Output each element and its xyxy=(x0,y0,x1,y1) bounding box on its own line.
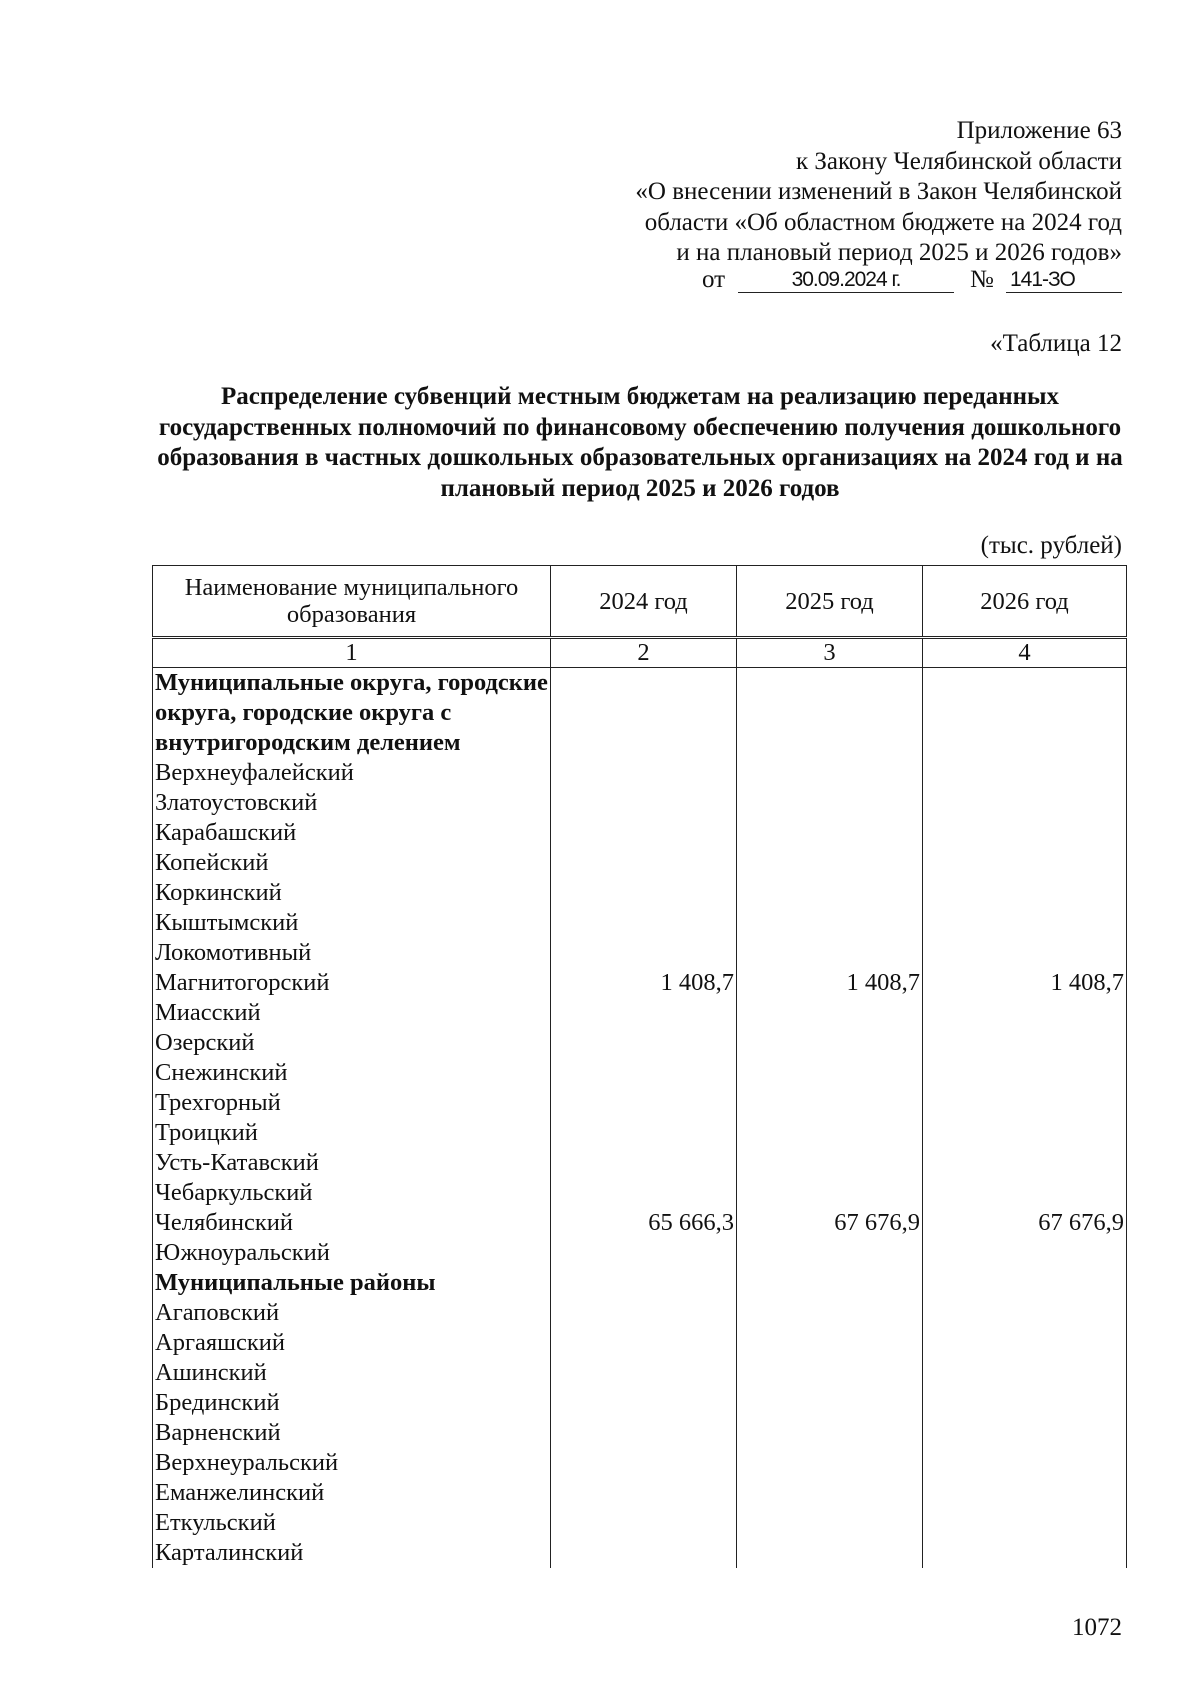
value-2024-cell xyxy=(551,1088,737,1118)
value-2024-cell xyxy=(551,1478,737,1508)
value-2024-cell: 1 408,7 xyxy=(551,968,737,998)
value-2026-cell xyxy=(923,1358,1127,1388)
value-2025-cell xyxy=(737,1178,923,1208)
value-2024-cell xyxy=(551,1178,737,1208)
municipality-name-cell: Верхнеуральский xyxy=(153,1448,551,1478)
value-2024-cell xyxy=(551,1298,737,1328)
municipality-name-cell: Трехгорный xyxy=(153,1088,551,1118)
table-row xyxy=(153,938,1127,968)
value-2024-cell xyxy=(551,1448,737,1478)
value-2026-cell xyxy=(923,818,1127,848)
appendix-line: «О внесении изменений в Закон Челябинской xyxy=(635,178,1122,205)
table-row xyxy=(153,1058,1127,1088)
value-2026-cell xyxy=(923,668,1127,759)
column-number: 3 xyxy=(737,638,923,668)
table-row xyxy=(153,1088,1127,1118)
value-2026-cell xyxy=(923,1178,1127,1208)
value-2024-cell xyxy=(551,758,737,788)
table-row xyxy=(153,1208,1127,1238)
appendix-line: Приложение 63 xyxy=(956,117,1122,144)
value-2024-cell xyxy=(551,878,737,908)
table-row xyxy=(153,848,1127,878)
value-2026-cell xyxy=(923,1268,1127,1298)
value-2026-cell xyxy=(923,998,1127,1028)
municipality-name-cell: Карабашский xyxy=(153,818,551,848)
value-2025-cell: 1 408,7 xyxy=(737,968,923,998)
table-row xyxy=(153,1388,1127,1418)
value-2026-cell: 67 676,9 xyxy=(923,1208,1127,1238)
municipality-name-cell: Озерский xyxy=(153,1028,551,1058)
value-2025-cell xyxy=(737,1118,923,1148)
value-2025-cell xyxy=(737,1268,923,1298)
municipality-name-cell: Южноуральский xyxy=(153,1238,551,1268)
appendix-line: и на плановый период 2025 и 2026 годов» xyxy=(676,239,1122,266)
appendix-header xyxy=(635,116,1122,269)
value-2026-cell xyxy=(923,1538,1127,1568)
table-row xyxy=(153,1118,1127,1148)
value-2025-cell xyxy=(737,1448,923,1478)
value-2026-cell xyxy=(923,1448,1127,1478)
value-2026-cell xyxy=(923,1298,1127,1328)
column-number: 1 xyxy=(153,638,551,668)
table-row xyxy=(153,1418,1127,1448)
column-number-row xyxy=(153,638,1127,668)
table-row xyxy=(153,1538,1127,1568)
table-row xyxy=(153,1298,1127,1328)
value-2026-cell xyxy=(923,788,1127,818)
value-2026-cell xyxy=(923,1088,1127,1118)
value-2024-cell xyxy=(551,1388,737,1418)
municipality-name-cell: Локомотивный xyxy=(153,938,551,968)
value-2025-cell xyxy=(737,818,923,848)
value-2026-cell xyxy=(923,1148,1127,1178)
table-row xyxy=(153,1358,1127,1388)
value-2026-cell xyxy=(923,1118,1127,1148)
value-2025-cell xyxy=(737,788,923,818)
table-header-row xyxy=(153,566,1127,638)
appendix-line: к Закону Челябинской области xyxy=(796,147,1122,175)
value-2024-cell xyxy=(551,998,737,1028)
column-number: 4 xyxy=(923,638,1127,668)
value-2024-cell xyxy=(551,818,737,848)
table-group-row xyxy=(153,668,1127,759)
law-number-value: 141-ЗО xyxy=(1010,268,1075,291)
value-2025-cell xyxy=(737,1508,923,1538)
municipality-name-cell: Муниципальные районы xyxy=(153,1268,551,1298)
table-row xyxy=(153,998,1127,1028)
subvention-table xyxy=(152,565,1127,1568)
value-2025-cell xyxy=(737,1418,923,1448)
value-2025-cell xyxy=(737,668,923,759)
value-2025-cell xyxy=(737,908,923,938)
municipality-name-cell: Миасский xyxy=(153,998,551,1028)
value-2024-cell: 65 666,3 xyxy=(551,1208,737,1238)
table-row xyxy=(153,1478,1127,1508)
document-title: Распределение субвенций местным бюджетам на реализацию переданных государственных полномочий по финансовому обеспечению получения дошкольного образования в частных дошкольных образовательных организациях на 2024 год и на плановый период 2025 и 2026 годов xyxy=(157,383,1123,502)
municipality-name-cell: Снежинский xyxy=(153,1058,551,1088)
value-2025-cell xyxy=(737,878,923,908)
municipality-name-cell: Ашинский xyxy=(153,1358,551,1388)
value-2024-cell xyxy=(551,1118,737,1148)
table-row xyxy=(153,788,1127,818)
value-2025-cell: 67 676,9 xyxy=(737,1208,923,1238)
municipality-name-cell: Кыштымский xyxy=(153,908,551,938)
table-row xyxy=(153,968,1127,998)
table-label: «Таблица 12 xyxy=(990,330,1122,357)
value-2025-cell xyxy=(737,1388,923,1418)
municipality-name-cell: Брединский xyxy=(153,1388,551,1418)
municipality-name-cell: Еманжелинский xyxy=(153,1478,551,1508)
table-row xyxy=(153,1448,1127,1478)
appendix-line: области «Об областном бюджете на 2024 год xyxy=(644,208,1122,236)
page-number: 1072 xyxy=(1072,1614,1122,1641)
value-2024-cell xyxy=(551,938,737,968)
value-2026-cell: 1 408,7 xyxy=(923,968,1127,998)
law-date-field xyxy=(738,262,954,293)
date-prefix: от xyxy=(702,266,726,293)
municipality-name-cell: Чебаркульский xyxy=(153,1178,551,1208)
value-2024-cell xyxy=(551,1238,737,1268)
column-header-2025: 2025 год xyxy=(737,566,923,638)
value-2026-cell xyxy=(923,848,1127,878)
value-2026-cell xyxy=(923,1238,1127,1268)
value-2024-cell xyxy=(551,1538,737,1568)
value-2025-cell xyxy=(737,1088,923,1118)
value-2025-cell xyxy=(737,758,923,788)
value-2024-cell xyxy=(551,1268,737,1298)
value-2024-cell xyxy=(551,848,737,878)
table-row xyxy=(153,758,1127,788)
value-2025-cell xyxy=(737,1328,923,1358)
municipality-name-cell: Аргаяшский xyxy=(153,1328,551,1358)
value-2026-cell xyxy=(923,938,1127,968)
municipality-name-cell: Златоустовский xyxy=(153,788,551,818)
table-group-row xyxy=(153,1268,1127,1298)
table-row xyxy=(153,818,1127,848)
municipality-name-cell: Карталинский xyxy=(153,1538,551,1568)
value-2026-cell xyxy=(923,1328,1127,1358)
municipality-name-cell: Муниципальные округа, городские округа, городские округа с внутригородским делением xyxy=(153,668,551,759)
value-2026-cell xyxy=(923,908,1127,938)
table-row xyxy=(153,1148,1127,1178)
value-2024-cell xyxy=(551,668,737,759)
municipality-name-cell: Агаповский xyxy=(153,1298,551,1328)
value-2025-cell xyxy=(737,1538,923,1568)
municipality-name-cell: Магнитогорский xyxy=(153,968,551,998)
value-2024-cell xyxy=(551,788,737,818)
column-header-name: Наименование муниципального образования xyxy=(153,566,551,638)
value-2024-cell xyxy=(551,1358,737,1388)
value-2026-cell xyxy=(923,1478,1127,1508)
value-2026-cell xyxy=(923,1388,1127,1418)
table-row xyxy=(153,1508,1127,1538)
value-2025-cell xyxy=(737,1238,923,1268)
value-2025-cell xyxy=(737,998,923,1028)
value-2026-cell xyxy=(923,1508,1127,1538)
municipality-name-cell: Коркинский xyxy=(153,878,551,908)
table-row xyxy=(153,878,1127,908)
table-row xyxy=(153,908,1127,938)
value-2025-cell xyxy=(737,1148,923,1178)
value-2024-cell xyxy=(551,1418,737,1448)
units-label: (тыс. рублей) xyxy=(980,532,1122,559)
value-2026-cell xyxy=(923,758,1127,788)
municipality-name-cell: Верхнеуфалейский xyxy=(153,758,551,788)
column-header-2026: 2026 год xyxy=(923,566,1127,638)
law-date-value: 30.09.2024 г. xyxy=(791,268,901,291)
table-body xyxy=(153,668,1127,1569)
municipality-name-cell: Усть-Катавский xyxy=(153,1148,551,1178)
value-2025-cell xyxy=(737,848,923,878)
value-2026-cell xyxy=(923,1418,1127,1448)
column-header-2024: 2024 год xyxy=(551,566,737,638)
value-2024-cell xyxy=(551,1028,737,1058)
value-2024-cell xyxy=(551,1148,737,1178)
table-row xyxy=(153,1178,1127,1208)
table-row xyxy=(153,1238,1127,1268)
value-2026-cell xyxy=(923,1028,1127,1058)
value-2024-cell xyxy=(551,1508,737,1538)
value-2026-cell xyxy=(923,1058,1127,1088)
municipality-name-cell: Троицкий xyxy=(153,1118,551,1148)
column-number: 2 xyxy=(551,638,737,668)
value-2025-cell xyxy=(737,1028,923,1058)
municipality-name-cell: Еткульский xyxy=(153,1508,551,1538)
municipality-name-cell: Варненский xyxy=(153,1418,551,1448)
value-2025-cell xyxy=(737,1358,923,1388)
number-prefix: № xyxy=(970,266,994,293)
table-row xyxy=(153,1028,1127,1058)
municipality-name-cell: Копейский xyxy=(153,848,551,878)
value-2026-cell xyxy=(923,878,1127,908)
value-2024-cell xyxy=(551,1328,737,1358)
value-2025-cell xyxy=(737,1298,923,1328)
value-2025-cell xyxy=(737,1478,923,1508)
value-2025-cell xyxy=(737,938,923,968)
law-number-field xyxy=(1006,262,1122,293)
value-2024-cell xyxy=(551,908,737,938)
law-date-number-line xyxy=(702,262,1122,298)
municipality-name-cell: Челябинский xyxy=(153,1208,551,1238)
table-row xyxy=(153,1328,1127,1358)
value-2025-cell xyxy=(737,1058,923,1088)
value-2024-cell xyxy=(551,1058,737,1088)
